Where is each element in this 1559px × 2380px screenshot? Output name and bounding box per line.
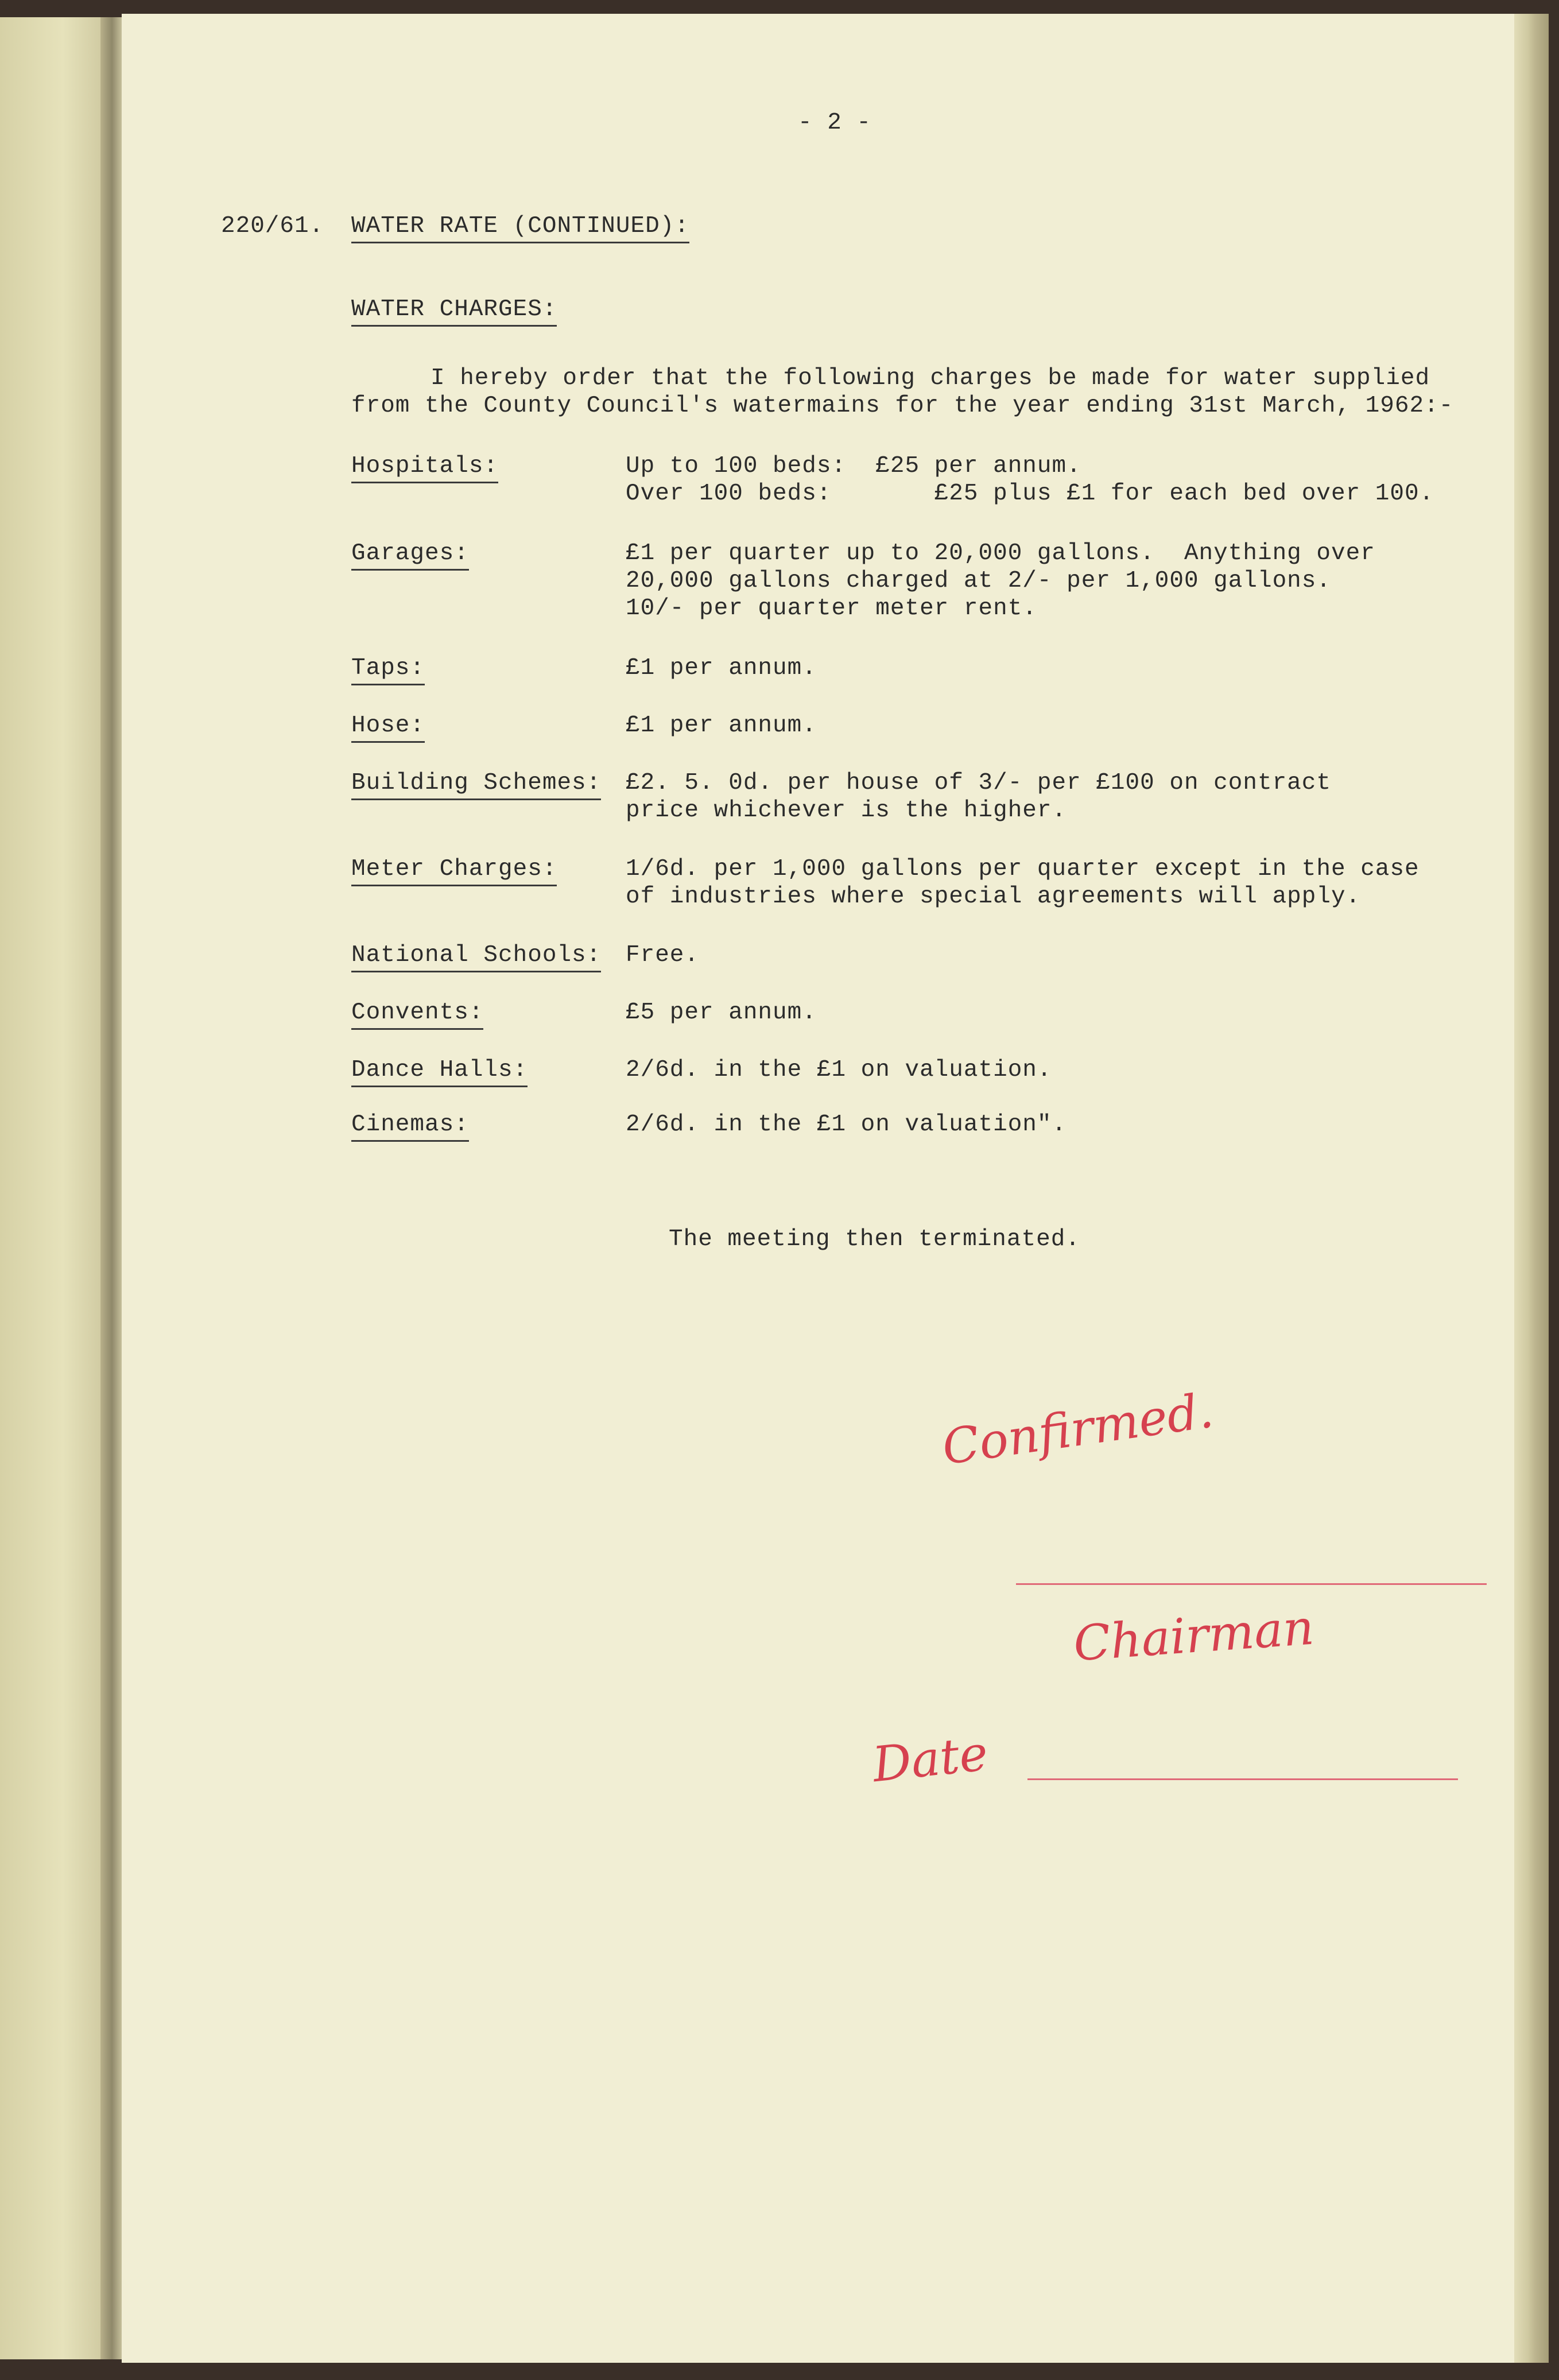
handwritten-confirmed: Confirmed. bbox=[938, 1382, 1217, 1476]
charge-line: 1/6d. per 1,000 gallons per quarter except in the case bbox=[626, 856, 1420, 882]
charge-line: 20,000 gallons charged at 2/- per 1,000 gallons. bbox=[626, 568, 1331, 594]
charge-label-convents: Convents: bbox=[351, 999, 483, 1030]
page-number: - 2 - bbox=[798, 110, 872, 136]
charge-label-cinemas: Cinemas: bbox=[351, 1111, 469, 1142]
charge-line: £1 per annum. bbox=[626, 655, 817, 681]
handwritten-chairman: Chairman bbox=[1072, 1599, 1316, 1672]
minute-title: WATER RATE (CONTINUED): bbox=[351, 213, 689, 243]
handwritten-date: Date bbox=[870, 1724, 991, 1793]
left-page-edge bbox=[0, 17, 115, 2359]
charge-label-national-schools: National Schools: bbox=[351, 942, 601, 972]
signature-line-chairman bbox=[1016, 1583, 1487, 1585]
charge-line: Over 100 beds: £25 plus £1 for each bed over 100. bbox=[626, 480, 1434, 507]
charge-label-building-schemes: Building Schemes: bbox=[351, 770, 601, 800]
charge-line: Up to 100 beds: £25 per annum. bbox=[626, 453, 1081, 479]
intro-line-2: from the County Council's watermains for the year ending 31st March, 1962:- bbox=[351, 393, 1454, 419]
charge-label-garages: Garages: bbox=[351, 540, 469, 571]
charge-label-hose: Hose: bbox=[351, 712, 425, 743]
minute-number: 220/61. bbox=[221, 213, 324, 239]
charge-line: £5 per annum. bbox=[626, 999, 817, 1026]
charge-label-meter-charges: Meter Charges: bbox=[351, 856, 557, 886]
charge-line: 10/- per quarter meter rent. bbox=[626, 595, 1037, 622]
charge-label-taps: Taps: bbox=[351, 655, 425, 685]
charge-line: 2/6d. in the £1 on valuation". bbox=[626, 1111, 1067, 1138]
closing-statement: The meeting then terminated. bbox=[669, 1226, 1080, 1253]
charge-line: of industries where special agreements will apply. bbox=[626, 883, 1361, 910]
book-gutter bbox=[100, 17, 123, 2359]
charge-line: £1 per quarter up to 20,000 gallons. Anything over bbox=[626, 540, 1375, 567]
charge-line: 2/6d. in the £1 on valuation. bbox=[626, 1057, 1052, 1083]
charge-line: £1 per annum. bbox=[626, 712, 817, 739]
charge-label-dance-halls: Dance Halls: bbox=[351, 1057, 528, 1087]
right-page-edge bbox=[1514, 14, 1549, 2363]
charge-line: £2. 5. 0d. per house of 3/- per £100 on contract bbox=[626, 770, 1331, 796]
charge-line: price whichever is the higher. bbox=[626, 797, 1067, 824]
intro-line-1: I hereby order that the following charges be made for water supplied bbox=[431, 365, 1430, 392]
charge-line: Free. bbox=[626, 942, 700, 968]
charge-label-hospitals: Hospitals: bbox=[351, 453, 498, 483]
signature-line-date bbox=[1027, 1778, 1458, 1780]
section-heading: WATER CHARGES: bbox=[351, 296, 557, 327]
